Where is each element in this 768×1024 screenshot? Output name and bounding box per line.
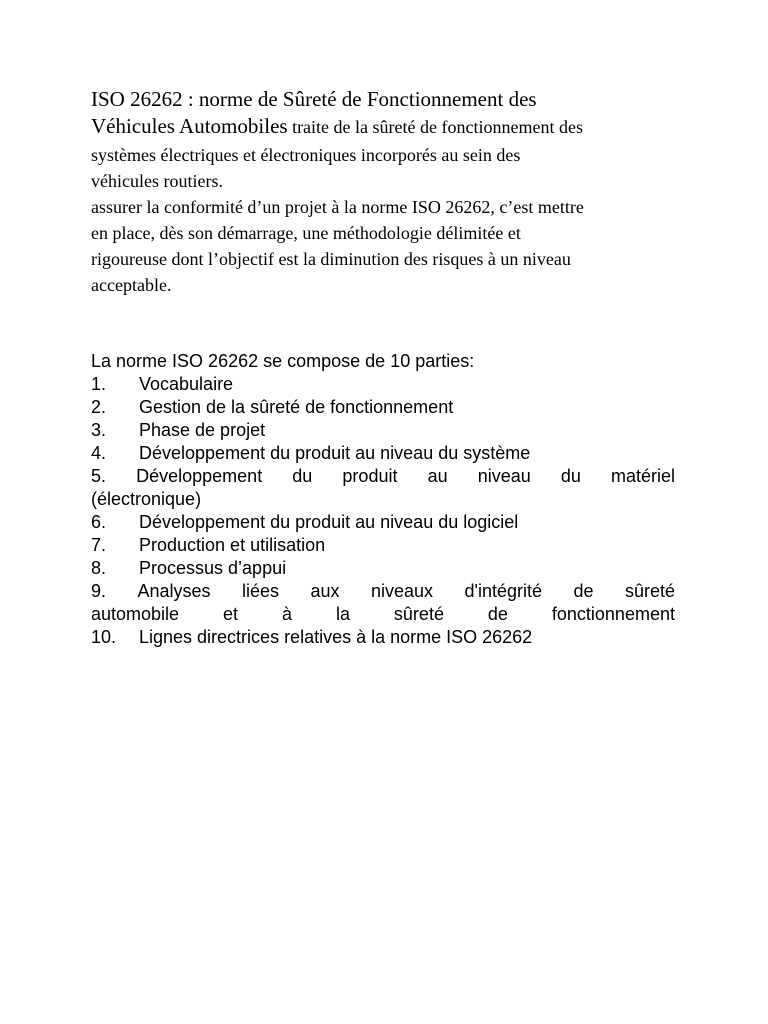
intro-line-2 xyxy=(91,113,691,142)
list-item-word: du xyxy=(560,466,581,486)
list-item-word: d'intégrité xyxy=(464,581,542,601)
list-item-number: 4. xyxy=(91,443,107,463)
list-item-word: liées xyxy=(242,581,280,601)
list-item-word: aux xyxy=(310,581,340,601)
list-item-number: 7. xyxy=(91,535,107,555)
parts-list-section xyxy=(91,350,675,649)
list-item-number: 2. xyxy=(91,397,107,417)
list-item-number: 6. xyxy=(91,512,107,532)
intro-line-4: véhicules routiers. xyxy=(91,171,223,191)
list-item-word: la xyxy=(335,604,350,624)
intro-line-5: assurer la conformité d’un projet à la norme ISO 26262, c’est mettre xyxy=(91,197,584,217)
list-item xyxy=(91,534,675,557)
list-item-text: Production et utilisation xyxy=(139,535,326,555)
list-item xyxy=(91,557,675,580)
list-item-word: de xyxy=(573,581,594,601)
list-item-text: Gestion de la sûreté de fonctionnement xyxy=(139,397,454,417)
list-item-word: fonctionnement xyxy=(551,604,675,624)
list-item-text: Processus d’appui xyxy=(139,558,287,578)
list-item-word: et xyxy=(223,604,239,624)
list-item-number: 9. xyxy=(91,581,107,601)
list-item xyxy=(91,442,675,465)
intro-line-2-rest: traite de la sûreté de fonctionnement des xyxy=(287,117,583,137)
list-item-number: 3. xyxy=(91,420,107,440)
list-item-5-line xyxy=(91,465,675,488)
list-item-word: sûreté xyxy=(624,581,675,601)
list-item-text: Développement du produit au niveau du logiciel xyxy=(139,512,519,532)
list-item-word: niveau xyxy=(477,466,531,486)
list-item xyxy=(91,511,675,534)
list-item-word: à xyxy=(281,604,292,624)
list-item-number: 10. xyxy=(91,627,117,647)
list-item xyxy=(91,396,675,419)
intro-line-8: acceptable. xyxy=(91,275,172,295)
list-item xyxy=(91,626,675,649)
list-item-9-continuation xyxy=(91,603,675,626)
list-item-number: 8. xyxy=(91,558,107,578)
list-item-word: du xyxy=(292,466,313,486)
list-item-word: Développement xyxy=(136,466,263,486)
list-item-word: sûreté xyxy=(393,604,444,624)
list-item-text: Phase de projet xyxy=(139,420,266,440)
list-item-number: 5. xyxy=(91,466,107,486)
list-item-word: automobile xyxy=(91,604,180,624)
intro-line-6: en place, dès son démarrage, une méthodologie délimitée et xyxy=(91,223,521,243)
intro-line-7: rigoureuse dont l’objectif est la diminution des risques à un niveau xyxy=(91,249,571,269)
list-item-word: au xyxy=(427,466,448,486)
list-item-text: Développement du produit au niveau du système xyxy=(139,443,531,463)
list-item-word: niveaux xyxy=(371,581,434,601)
list-item xyxy=(91,373,675,396)
list-item-word: de xyxy=(487,604,508,624)
list-item-word: Analyses xyxy=(137,581,211,601)
intro-paragraph xyxy=(91,86,691,298)
list-item-9-line xyxy=(91,580,675,603)
intro-line-2-lead: Véhicules Automobiles xyxy=(91,114,288,138)
list-item-5-continuation: (électronique) xyxy=(91,489,202,509)
list-item-word: matériel xyxy=(610,466,675,486)
list-item-word: produit xyxy=(342,466,398,486)
list-item-text: Lignes directrices relatives à la norme ISO 26262 xyxy=(139,627,533,647)
list-item xyxy=(91,419,675,442)
intro-line-3: systèmes électriques et électroniques incorporés au sein des xyxy=(91,145,521,165)
list-item-text: Vocabulaire xyxy=(139,374,234,394)
list-item-number: 1. xyxy=(91,374,107,394)
parts-list-heading: La norme ISO 26262 se compose de 10 parties: xyxy=(91,351,475,371)
intro-title-line: ISO 26262 : norme de Sûreté de Fonctionnement des xyxy=(91,87,537,111)
